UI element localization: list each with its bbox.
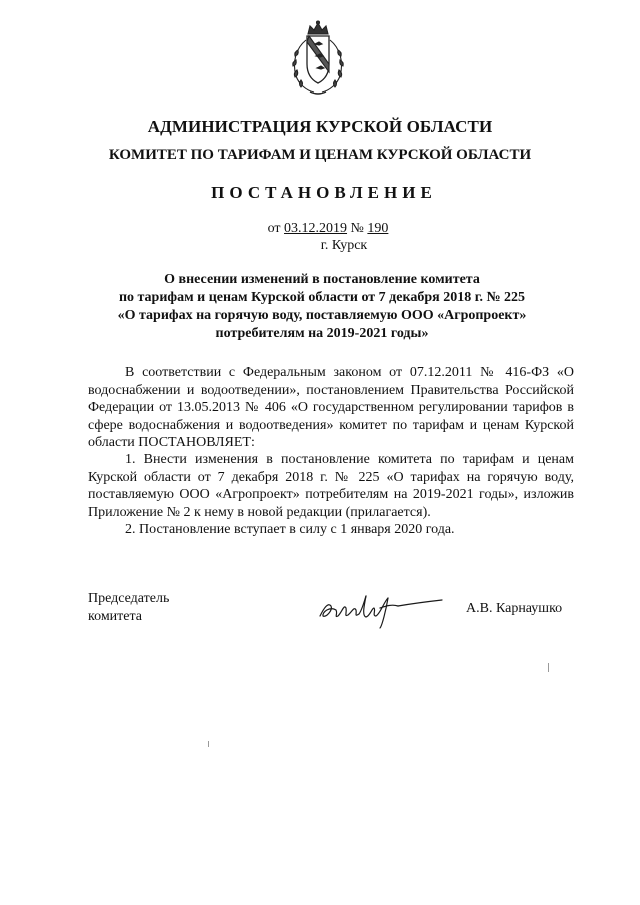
date-prefix: от (267, 221, 281, 236)
signer-position (88, 590, 169, 626)
document-date: 03.12.2019 (284, 221, 348, 236)
body-paragraph-item-1 (88, 451, 574, 521)
document-subject (80, 271, 564, 343)
date-number-line (8, 221, 640, 237)
document-type: ПОСТАНОВЛЕНИЕ (211, 183, 437, 202)
scan-speck (208, 741, 209, 747)
handwritten-signature (314, 586, 454, 630)
city: г. Курск (320, 238, 368, 253)
body-paragraph-item-2 (88, 521, 574, 539)
paragraph-text: 1. Внести изменения в постановление комитета по тарифам и ценам Курской области от 7 декабря 2018 г. № 225 «О тарифах на горячую воду, поставляемую ООО «Агропроект» потребителям на 2019-2021 годы», изложив Приложение № 2 к нему в новой редакции (прилагается). (88, 452, 574, 520)
document-number: 190 (367, 221, 389, 236)
signer-name: А.В. Карнаушко (466, 601, 563, 616)
subject-line: «О тарифах на горячую воду, поставляемую ООО «Агропроект» (117, 308, 527, 323)
subject-line: по тарифам и ценам Курской области от 7 декабря 2018 г. № 225 (118, 290, 526, 305)
signer-position-line: комитета (88, 609, 143, 624)
organization-title: АДМИНИСТРАЦИЯ КУРСКОЙ ОБЛАСТИ (147, 117, 493, 136)
subject-line: О внесении изменений в постановление комитета (164, 272, 480, 287)
committee-title: КОМИТЕТ ПО ТАРИФАМ И ЦЕНАМ КУРСКОЙ ОБЛАСТИ (108, 147, 532, 163)
subject-line: потребителям на 2019-2021 годы» (215, 326, 429, 341)
body-paragraph-preamble (88, 364, 574, 452)
paragraph-text: 2. Постановление вступает в силу с 1 января 2020 года. (125, 522, 455, 537)
paragraph-text: В соответствии с Федеральным законом от 07.12.2011 № 416-ФЗ «О водоснабжении и водоотведении», постановлением Правительства Российской Федерации от 13.05.2013 № 406 «О государственном регулировании тарифов в сфере водоснабжения и водоотведения» комитет по тарифам и ценам Курской области ПОСТАНОВЛЯЕТ: (88, 365, 574, 450)
signer-position-line: Председатель (88, 591, 170, 606)
scan-speck (548, 663, 549, 672)
coat-of-arms-icon (288, 20, 348, 96)
number-prefix: № (350, 221, 364, 236)
